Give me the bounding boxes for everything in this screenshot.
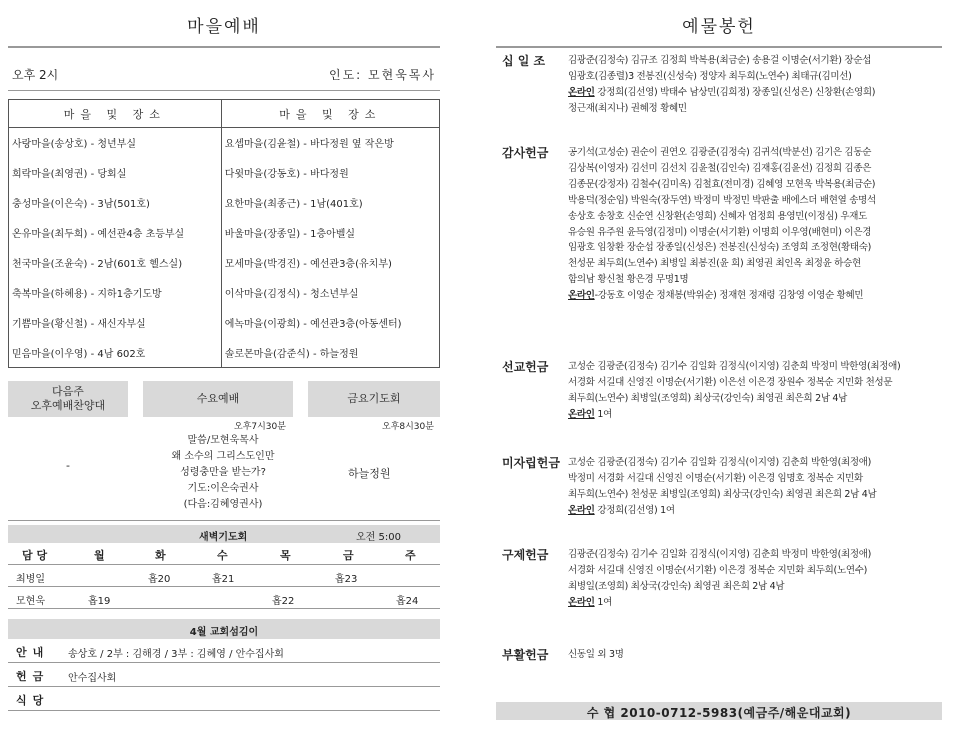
offering-line: 온라인 강정희(김선영) 박태수 남상민(김희정) 장종일(신성은) 신창환(손영희): [568, 86, 876, 98]
offering-line: 최병일(조영희) 최상국(강인숙) 최영권 최은희 2남 4남: [568, 580, 785, 592]
offering-names: [568, 53, 940, 117]
offering-label: 선교헌금: [502, 360, 549, 374]
dawn-header-row: 담 당 월 화 수 목 금 주: [8, 543, 440, 565]
dawn-row: 최병일 홉20 홉21 홉23: [8, 565, 440, 587]
church-servers-title: 4월 교회섬김이: [8, 619, 440, 639]
offering-line: 온라인 강정희(김선영) 1여: [568, 504, 675, 516]
village-cell: 요셉마을(김윤철) - 바다정원 옆 작은방: [221, 128, 439, 158]
weekly-times: [8, 417, 440, 431]
offering-names: [568, 647, 940, 663]
friday-prayer-label: 금요기도회: [308, 381, 440, 417]
offering-line: 김상복(이영자) 김선미 김선치 김윤철(김인숙) 김재홍(김윤선) 김정희 김종은: [568, 162, 872, 174]
worship-preacher: 인도: 모현욱목사: [328, 68, 436, 82]
village-cell: 충성마을(이은숙) - 3남(501호): [12, 199, 150, 210]
wednesday-time: 오후7시30분: [234, 422, 286, 432]
page-title-offerings: 예물봉헌: [682, 17, 756, 37]
village-cell: 다윗마을(강동호) - 바다정원: [221, 158, 439, 188]
village-cell: 솔로몬마을(감준식) - 하늘정원: [221, 338, 439, 368]
servers-row-guide: 안내 송상호 / 2부 : 김해경 / 3부 : 김혜영 / 안수집사회: [8, 639, 440, 663]
page-title-village-worship: 마을예배: [187, 17, 261, 37]
offering-names: [568, 359, 940, 423]
village-row: [9, 218, 440, 248]
village-cell: 천국마을(조윤숙) - 2남(601호 헬스실): [12, 259, 183, 270]
offering-names: [568, 145, 940, 304]
offering-line: 서경화 서길대 신영진 이명순(서기환) 이은선 이은경 장원수 정복순 지민화 천성문: [568, 376, 893, 388]
offering-line: 서경화 서길대 신영진 이명순(서기환) 이은경 정복순 지민화 최두희(노연수): [568, 564, 867, 576]
offering-line: 온라인-강동호 이영순 정채봉(박위순) 정재현 정재령 김창영 이영순 황혜민: [568, 290, 864, 302]
offering-line: 공기석(고성순) 권순이 권연오 김광준(김정숙) 김귀석(박분선) 김기은 김동순: [568, 147, 872, 158]
offering-label: 구제헌금: [502, 548, 549, 562]
wednesday-service-label: 수요예배: [143, 381, 293, 417]
offering-line: 온라인 1여: [568, 596, 612, 608]
village-row: [9, 338, 440, 368]
offering-line: 천성문 최두희(노연수) 최병일 최봉진(윤 희) 최영권 최인옥 최정윤 하승현: [568, 258, 861, 270]
wednesday-sermon: 말씀/모현욱목사 왜 소수의 그리스도인만 성령충만을 받는가? 기도:이은숙권사 (다음:김혜영권사): [171, 435, 275, 510]
village-header: 마을 및 장소: [9, 100, 222, 128]
village-cell: 믿음마을(이우영) - 4남 602호: [12, 348, 146, 360]
dawn-prayer-time: 오전 5:00: [356, 532, 401, 543]
offering-line: 최두희(노연수) 최병일(조영희) 최상국(강인숙) 최영권 최은희 2남 4남: [568, 392, 848, 404]
offering-line: 송상호 송창호 신순연 신창환(손영희) 신혜자 엄정희 용영민(이정심) 우재도: [568, 210, 867, 222]
offering-line: 김광준(김정숙) 김기수 김일화 김정식(이지영) 김춘희 박정미 박한영(최정애): [568, 549, 872, 560]
offering-line: 온라인 1여: [568, 408, 612, 420]
offering-line: 최두희(노연수) 천성문 최병일(조영희) 최상국(강인숙) 최영권 최은희 2남 4남: [568, 488, 877, 500]
village-cell: 요한마을(최종근) - 1남(401호): [221, 188, 439, 218]
offering-label: 십 일 조: [502, 54, 546, 68]
village-cell: 온유마을(최두희) - 예선관4층 초등부실: [12, 229, 185, 240]
village-cell: 바울마을(장종일) - 1층아벨실: [221, 218, 439, 248]
right-column: [496, 0, 942, 735]
village-cell: 모세마을(박경진) - 예선관3층(유치부): [221, 248, 439, 278]
village-cell: 희락마을(최영권) - 당회실: [12, 169, 127, 180]
offering-line: 임광호 임창환 장순섭 장종일(신성은) 전봉진(신성숙) 조영희 조정현(황태숙): [568, 242, 872, 254]
bank-account: 수 협 2010-0712-5983(예금주/해운대교회): [496, 702, 942, 720]
offering-line: 유승원 유주원 윤득영(김정미) 이명순(서기환) 이명희 이우영(배현미) 이은경: [568, 226, 872, 238]
friday-time: 오후8시30분: [382, 422, 434, 432]
next-week-choir-label: 다음주 오후예배찬양대: [8, 381, 128, 417]
village-cell: 축복마을(하혜용) - 지하1층기도방: [12, 289, 162, 300]
offering-line: 고성순 김광준(김정숙) 김기수 김일화 김정식(이지영) 김춘희 박한영(최정애): [568, 457, 872, 468]
village-row: [9, 188, 440, 218]
offering-line: 고성순 김광준(김정숙) 김기수 김일화 김정식(이지영) 김춘희 박정미 박한영(최정애): [568, 361, 901, 372]
village-row: [9, 278, 440, 308]
offering-label: 부활헌금: [502, 648, 549, 662]
village-row: [9, 248, 440, 278]
offering-names: [568, 455, 940, 519]
dawn-row: 모현욱 홉19 홉22 홉24: [8, 587, 440, 609]
weekly-headers: [8, 381, 440, 417]
offering-line: 김종문(강정자) 김철수(김미옥) 김철효(전미경) 김혜영 모현욱 박복용(최금순): [568, 178, 876, 190]
village-row: [9, 308, 440, 338]
village-cell: 에녹마을(이광희) - 예선관3층(아동센터): [221, 308, 439, 338]
offering-line: 임광호(김종렬)3 전봉진(신성숙) 정양자 최두희(노연수) 최태규(김미선): [568, 70, 852, 82]
village-row: [9, 128, 440, 158]
offering-line: 김광준(김정숙) 김규조 김정희 박복용(최금순) 송용걸 이명순(서기환) 장순섭: [568, 55, 872, 66]
offering-line: 박용덕(정순임) 박원숙(장두연) 박정미 박정민 박판출 배에스더 배현열 송명석: [568, 194, 876, 206]
dawn-prayer-grid: [8, 543, 440, 609]
offering-line: 정근재(최지나) 권혜정 황혜민: [568, 102, 687, 114]
village-table: [8, 99, 440, 368]
offering-names: [568, 547, 940, 611]
offering-line: 함의남 황신철 황은경 무명1명: [568, 274, 689, 286]
weekly-body: [8, 431, 440, 521]
friday-place: 하늘정원: [348, 467, 391, 480]
offering-label: 감사헌금: [502, 146, 549, 160]
village-cell: 사랑마을(송상호) - 청년부실: [12, 139, 137, 151]
village-header: 마을 및 장소: [221, 100, 439, 128]
offering-line: 신동일 외 3명: [568, 649, 624, 660]
next-week-choir-value: -: [66, 459, 70, 472]
servers-row-kitchen: 식당: [8, 687, 440, 711]
village-cell: 이삭마을(김정식) - 청소년부실: [221, 278, 439, 308]
dawn-prayer-title: 새벽기도회 오전 5:00: [8, 525, 440, 543]
worship-time: 오후 2시: [12, 68, 59, 82]
servers-row-offering: 헌금 안수집사회: [8, 663, 440, 687]
left-column: [8, 0, 440, 735]
offering-line: 박정미 서경화 서길대 신영진 이명순(서기환) 이은경 임명호 정복순 지민화: [568, 472, 863, 484]
village-cell: 기쁨마을(황신철) - 새신자부실: [12, 319, 146, 330]
offering-label: 미자립헌금: [502, 456, 560, 470]
village-row: [9, 158, 440, 188]
worship-info: [8, 48, 440, 90]
